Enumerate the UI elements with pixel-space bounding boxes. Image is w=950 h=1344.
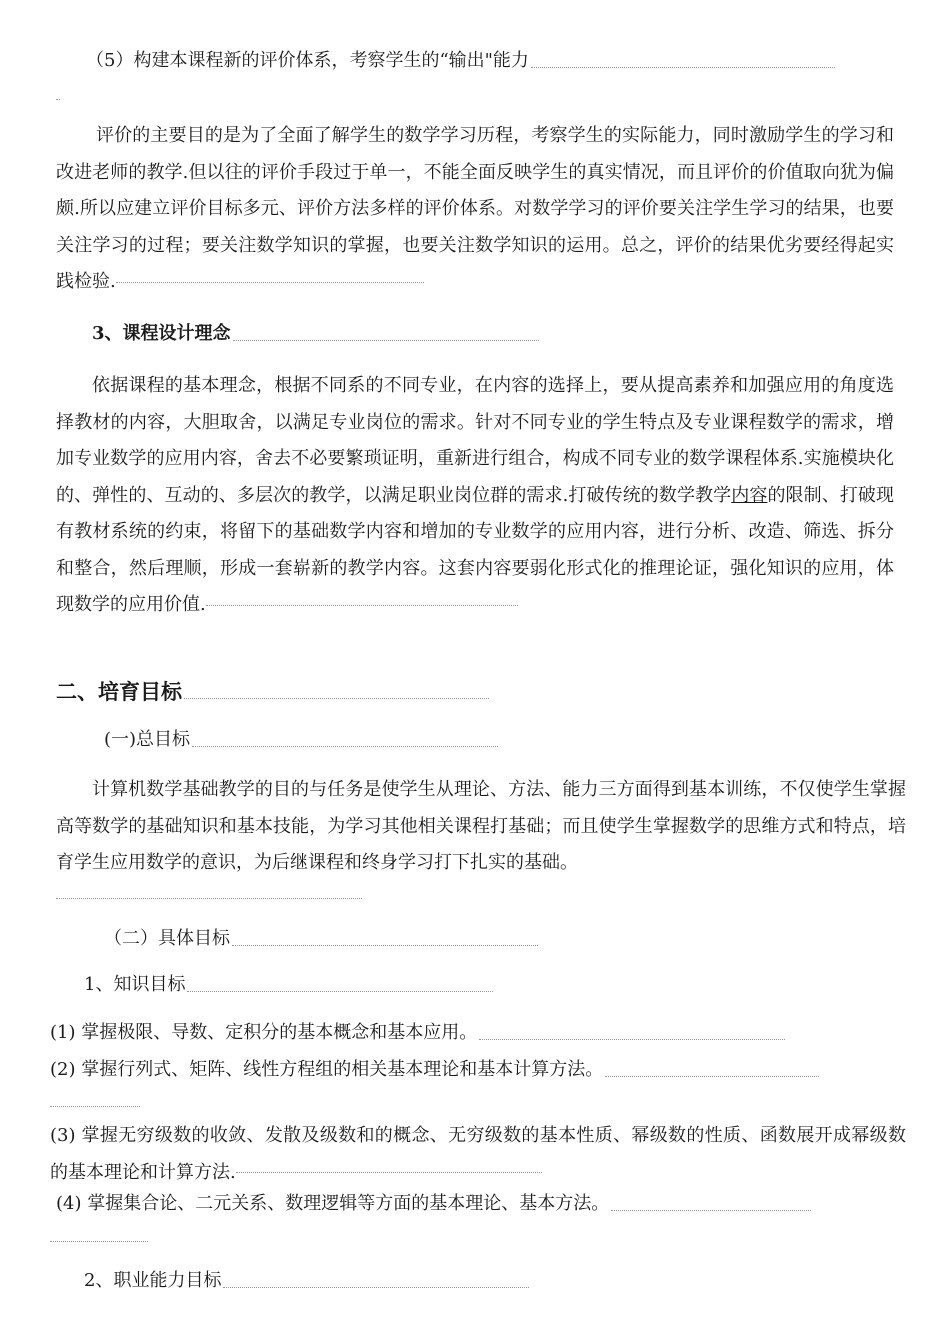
- vocational-goal-heading: [84, 1266, 529, 1296]
- leader-dots: [531, 67, 835, 68]
- design-paragraph-underlined: 内容: [731, 484, 768, 506]
- evaluation-paragraph: [56, 118, 894, 301]
- leader-dots: [50, 1241, 148, 1242]
- leader-dots: [611, 1210, 811, 1211]
- knowledge-item: [50, 1055, 819, 1085]
- leader-dots: [479, 1039, 785, 1040]
- section3-heading: [92, 319, 539, 349]
- leader-dots: [56, 898, 362, 899]
- knowledge-item-text: (2) 掌握行列式、矩阵、线性方程组的相关基本理论和基本计算方法。: [50, 1059, 604, 1080]
- leader-dots: [206, 605, 518, 606]
- knowledge-goal-heading: [84, 970, 493, 1000]
- evaluation-paragraph-text: 评价的主要目的是为了全面了解学生的数学学习历程，考察学生的实际能力，同时激励学生的学习和改进老师的教学.但以往的评价手段过于单一，不能全面反映学生的真实情况，而且评价的价值取向犹为偏颇.所以应建立评价目标多元、评价方法多样的评价体系。对数学学习的评价要关注学生学习的结果，也要关注学习的过程；要关注数学知识的掌握，也要关注数学知识的运用。总之，评价的结果优劣要经得起实践检验.: [56, 125, 894, 292]
- general-goal-paragraph: [56, 772, 906, 882]
- leader-dots: [233, 340, 539, 341]
- knowledge-goal-heading-text: 1、知识目标: [84, 974, 186, 995]
- leader-dots: [184, 698, 489, 699]
- general-goal-heading: [104, 725, 498, 755]
- leader-dots: [232, 945, 538, 946]
- chapter2-heading-text: 二、培育目标: [56, 679, 182, 704]
- leader-dots: [116, 282, 424, 283]
- knowledge-item-text: (3) 掌握无穷级数的收敛、发散及级数和的概念、无穷级数的基本性质、幂级数的性质、函数展开成幂级数的基本理论和计算方法.: [50, 1125, 906, 1183]
- knowledge-item: [50, 1118, 906, 1191]
- leader-dots: [56, 99, 60, 100]
- specific-goal-heading-text: （二）具体目标: [104, 928, 230, 949]
- general-goal-paragraph-text: 计算机数学基础教学的目的与任务是使学生从理论、方法、能力三方面得到基本训练，不仅使学生掌握高等数学的基础知识和基本技能，为学习其他相关课程打基础；而且使学生掌握数学的思维方式和特点，培育学生应用数学的意识，为后继课程和终身学习打下扎实的基础。: [56, 779, 906, 873]
- design-paragraph: [56, 368, 894, 624]
- vocational-goal-heading-text: 2、职业能力目标: [84, 1270, 222, 1291]
- knowledge-item-text: (4) 掌握集合论、二元关系、数理逻辑等方面的基本理论、基本方法。: [56, 1193, 610, 1214]
- specific-goal-heading: [104, 924, 538, 954]
- design-paragraph-text-1: 依据课程的基本理念，根据不同系的不同专业，在内容的选择上，要从提高素养和加强应用的角度选择教材的内容，大胆取舍，以满足专业岗位的需求。针对不同专业的学生特点及专业课程数学的需求，增加专业数学的应用内容，舍去不必要繁琐证明，重新进行组合，构成不同专业的数学课程体系.实施模块化的、弹性的、互动的、多层次的教学，以满足职业岗位群的需求.打破传统的数学教学: [56, 375, 894, 506]
- leader-dots: [605, 1076, 819, 1077]
- knowledge-item: [50, 1018, 785, 1048]
- leader-dots: [192, 746, 498, 747]
- knowledge-item-text: (1) 掌握极限、导数、定积分的基本概念和基本应用。: [50, 1022, 478, 1043]
- knowledge-item: [56, 1189, 811, 1219]
- leader-dots: [223, 1287, 529, 1288]
- section3-heading-text: 3、课程设计理念: [92, 323, 231, 344]
- chapter2-heading: [56, 675, 489, 707]
- leader-dots: [187, 991, 493, 992]
- design-paragraph-text-2: 的限制、打破现有教材系统的约束，将留下的基础数学内容和增加的专业数学的应用内容，进行分析、改造、筛选、拆分和整合，然后理顺，形成一套崭新的教学内容。这套内容要弱化形式化的推理论证，强化知识的应用，体现数学的应用价值.: [56, 484, 895, 615]
- general-goal-heading-text: (一)总目标: [104, 729, 191, 750]
- leader-dots: [236, 1172, 542, 1173]
- leader-dots: [50, 1106, 140, 1107]
- item5-heading: [86, 46, 835, 76]
- item5-heading-text: （5）构建本课程新的评价体系，考察学生的“输出"能力: [86, 50, 529, 71]
